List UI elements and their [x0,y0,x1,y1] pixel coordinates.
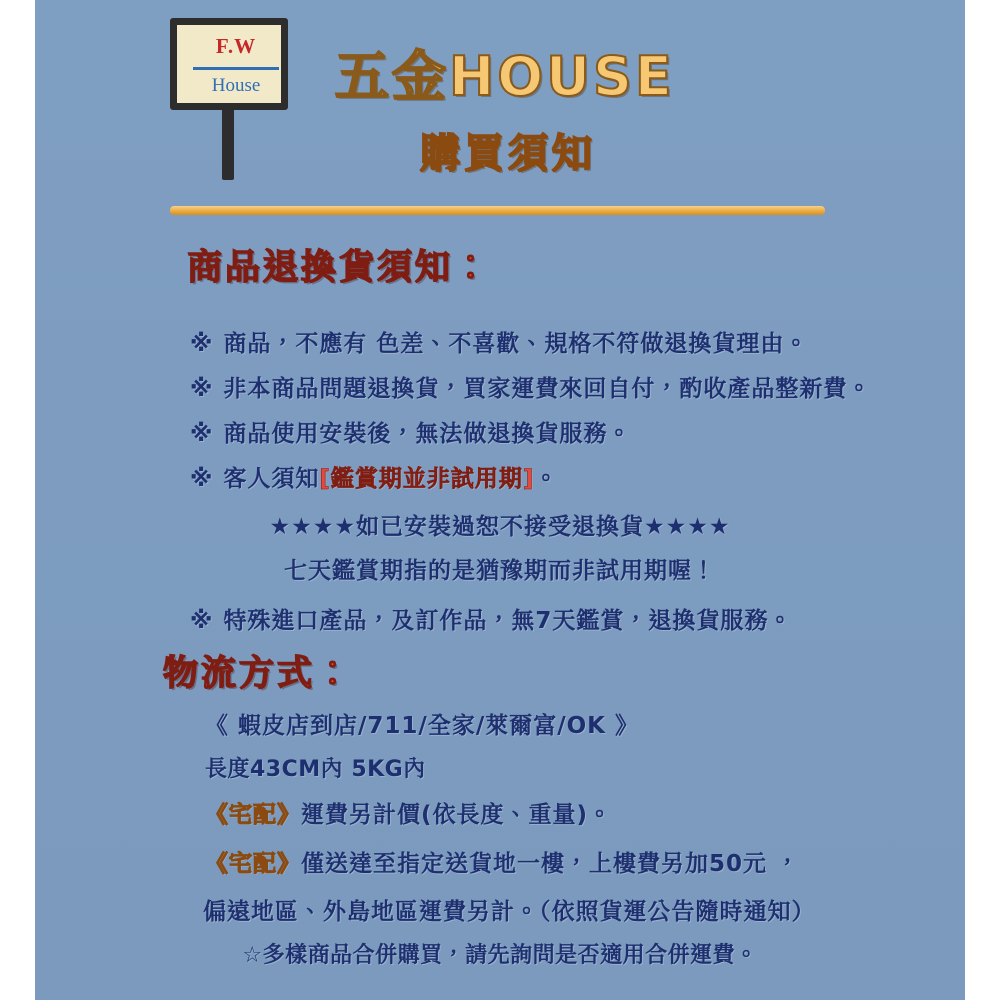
bullet-mark-icon: ※ [190,376,214,402]
fw-house-logo-icon [170,18,298,178]
notice-canvas [35,0,965,1000]
returns-stars-notice: ★★★★如已安裝過恕不接受退換貨★★★★ [269,514,731,540]
logistics-line-remote-area: 偏遠地區、外島地區運費另計。（依照貨運公告隨時通知） [203,899,816,925]
returns-item-suffix: 。 [534,466,559,492]
logo-board [170,18,288,110]
returns-item-text: 商品，不應有 色差、不喜歡、規格不符做退換貨理由。 [223,331,809,357]
returns-item [190,415,631,448]
returns-item-text: 特殊進口產品，及訂作品，無7天鑑賞，退換貨服務。 [223,608,793,634]
page-subtitle: 購買須知 [420,131,596,177]
bullet-mark-icon: ※ [190,331,214,357]
returns-item-customer-notice [190,460,558,493]
logistics-line-size-limit: 長度43CM內 5KG內 [205,757,426,782]
logistics-footer-note: ☆多樣商品合併購買，請先詢問是否適用合併運費。 [242,943,758,968]
returns-item-text: 商品使用安裝後，無法做退換貨服務。 [223,421,632,447]
returns-section-heading: 商品退換貨須知： [187,248,492,288]
logo-post [222,108,234,180]
home-delivery-tag: 《宅配》 [205,851,301,877]
returns-item [190,370,871,403]
logistics-line-text: 僅送達至指定送貨地一樓，上樓費另加50元 ， [301,851,801,877]
returns-item [190,325,808,358]
logistics-line-home-delivery-ground-floor [205,845,800,878]
logo-fw-text: F.W [215,34,257,58]
logistics-line-text: 運費另計價(依長度、重量)。 [301,802,613,828]
bullet-mark-icon: ※ [190,421,214,447]
returns-item-special-order [190,602,792,635]
logo-divider [193,67,279,70]
logistics-line-convenience-store: 《 蝦皮店到店/711/全家/萊爾富/OK 》 [205,713,640,739]
returns-item-label: 客人須知 [223,466,320,492]
header-divider [170,206,825,215]
returns-cooling-off-notice: 七天鑑賞期指的是猶豫期而非試用期喔！ [284,558,716,584]
returns-item-highlight: [鑑賞期並非試用期] [319,466,535,492]
returns-item-text: 非本商品問題退換貨，買家運費來回自付，酌收產品整新費。 [223,376,872,402]
page-title: 五金HOUSE [335,45,675,108]
bullet-mark-icon: ※ [190,608,214,634]
bullet-mark-icon: ※ [190,466,214,492]
logistics-section-heading: 物流方式： [163,654,354,694]
header [35,0,965,200]
home-delivery-tag: 《宅配》 [205,802,301,828]
logistics-line-home-delivery-fee [205,796,612,829]
logo-house-text: House [211,75,261,96]
